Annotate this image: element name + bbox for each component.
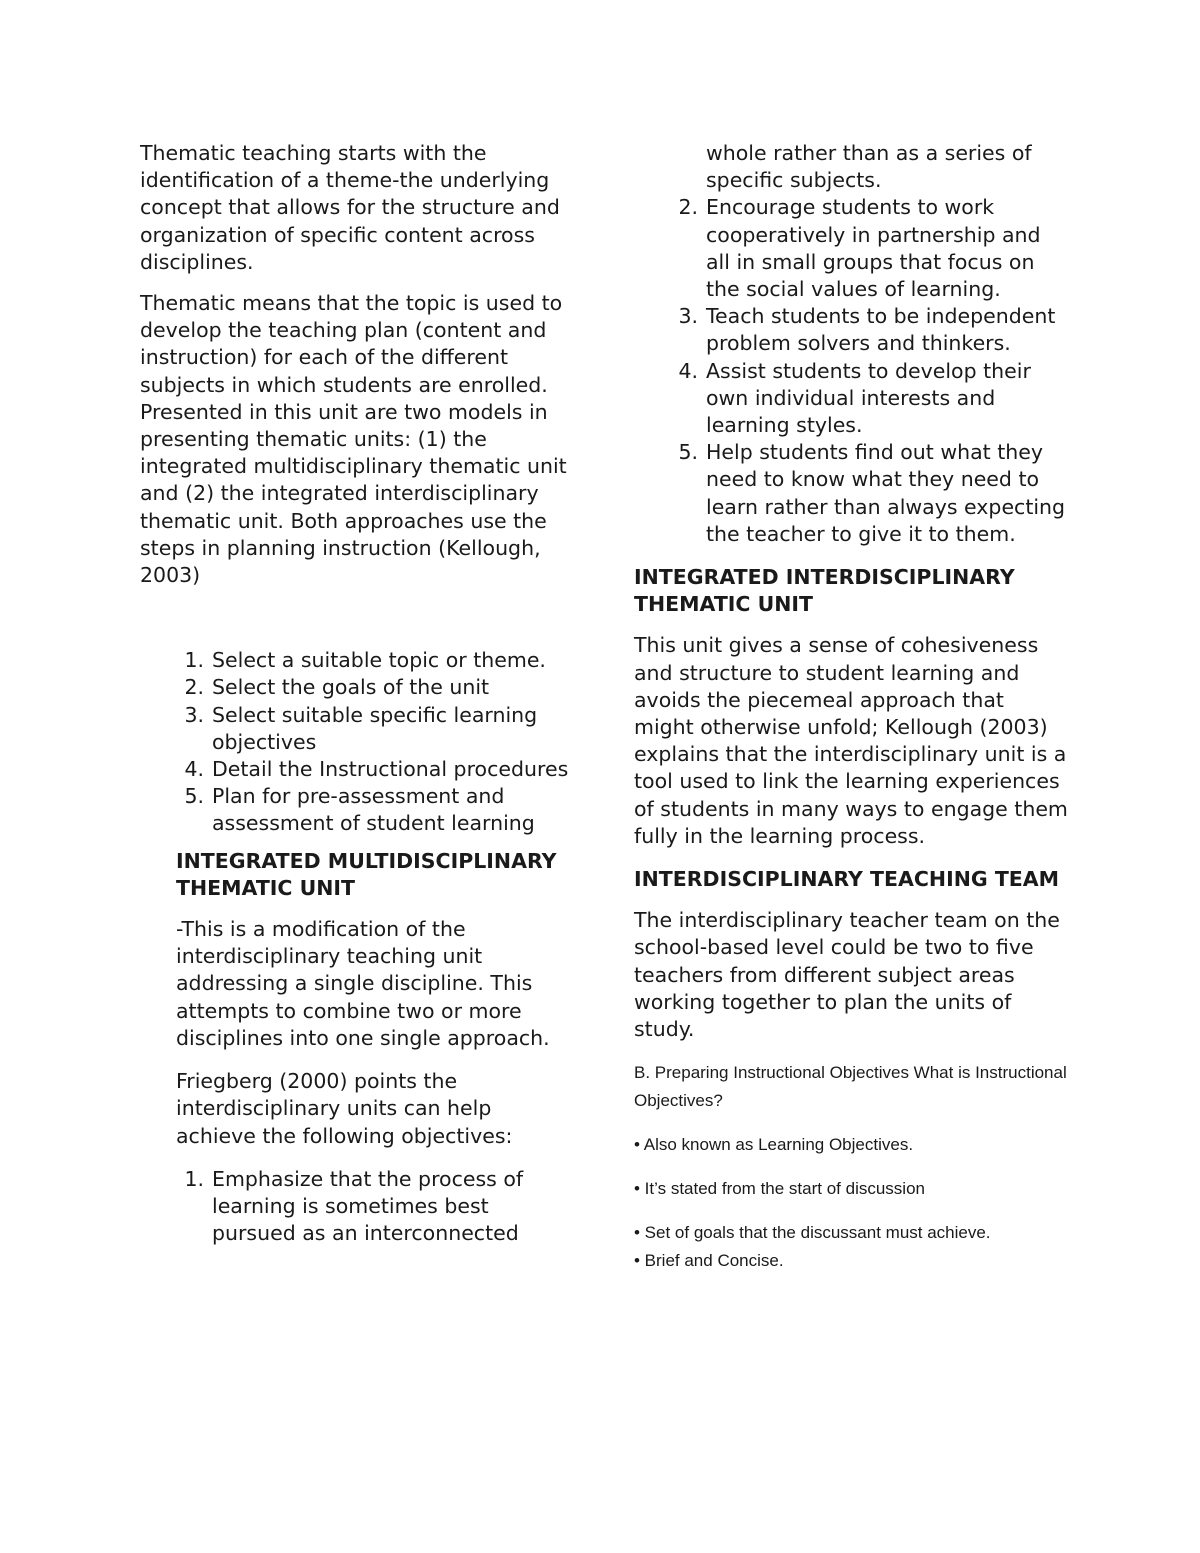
interdisciplinary-unit-heading: INTEGRATED INTERDISCIPLINARY THEMATIC UNIT xyxy=(634,565,1015,617)
bullet-item: • Brief and Concise. xyxy=(634,1251,784,1271)
multidisciplinary-heading: INTEGRATED MULTIDISCIPLINARY THEMATIC UNIT xyxy=(176,848,557,900)
list-item: whole rather than as a series of specific subjects. xyxy=(706,141,1032,193)
objectives-list-start xyxy=(176,1166,570,1248)
list-item: 1. Emphasize that the process of learning is sometimes best pursued as an interconnected xyxy=(184,1166,524,1246)
list-item: 5. Plan for pre-assessment and assessment of student learning xyxy=(184,784,535,836)
list-item: 2. Select the goals of the unit xyxy=(184,675,490,700)
friegberg-paragraph: Friegberg (2000) points the interdisciplinary units can help achieve the following objectives: xyxy=(176,1069,513,1148)
thematic-paragraph: Thematic means that the topic is used to develop the teaching plan (content and instruction) for each of the different subjects in which students are enrolled. Presented in this unit are two models in presenting thematic units: (1) the integrated multidisciplinary thematic unit and (2) the integrated interdisciplinary thematic unit. Both approaches use the steps in planning instruction (Kellough, 2003) xyxy=(140,291,567,588)
list-item: 4. Detail the Instructional procedures xyxy=(184,757,569,782)
objectives-list-continued xyxy=(670,140,1070,548)
cohesiveness-paragraph: This unit gives a sense of cohesiveness and structure to student learning and avoids the piecemeal approach that might otherwise unfold; Kellough (2003) explains that the interdisciplinary unit is a tool used to link the learning experiences of students in many ways to engage them fully in the learning process. xyxy=(634,633,1068,848)
bullet-item: • Set of goals that the discussant must achieve. xyxy=(634,1223,991,1243)
bullet-item: • Also known as Learning Objectives. xyxy=(634,1135,914,1155)
list-item: 4. Assist students to develop their own individual interests and learning styles. xyxy=(678,358,1031,438)
right-column xyxy=(634,140,1070,1275)
list-item: 1. Select a suitable topic or theme. xyxy=(184,648,546,673)
modification-paragraph: -This is a modification of the interdisciplinary teaching unit addressing a single discipline. This attempts to combine two or more disciplines into one single approach. xyxy=(176,917,550,1050)
left-column xyxy=(140,140,570,1247)
list-item: 3. Select suitable specific learning objectives xyxy=(184,702,538,754)
section-b-heading: B. Preparing Instructional Objectives What is Instructional Objectives? xyxy=(634,1063,1067,1111)
list-item: 2. Encourage students to work cooperatively in partnership and all in small groups that focus on the social values of learning. xyxy=(678,195,1041,302)
planning-steps-list xyxy=(176,647,570,837)
bullet-item: • It’s stated from the start of discussion xyxy=(634,1179,925,1199)
teacher-team-paragraph: The interdisciplinary teacher team on the school-based level could be two to five teachers from different subject areas working together to plan the units of study. xyxy=(634,908,1060,1042)
list-item: 3. Teach students to be independent problem solvers and thinkers. xyxy=(678,304,1056,356)
list-item: 5. Help students find out what they need to know what they need to learn rather than always expecting the teacher to give it to them. xyxy=(678,440,1066,546)
intro-paragraph: Thematic teaching starts with the identification of a theme-the underlying concept that allows for the structure and organization of specific content across disciplines. xyxy=(140,141,560,274)
teaching-team-heading: INTERDISCIPLINARY TEACHING TEAM xyxy=(634,867,1060,892)
